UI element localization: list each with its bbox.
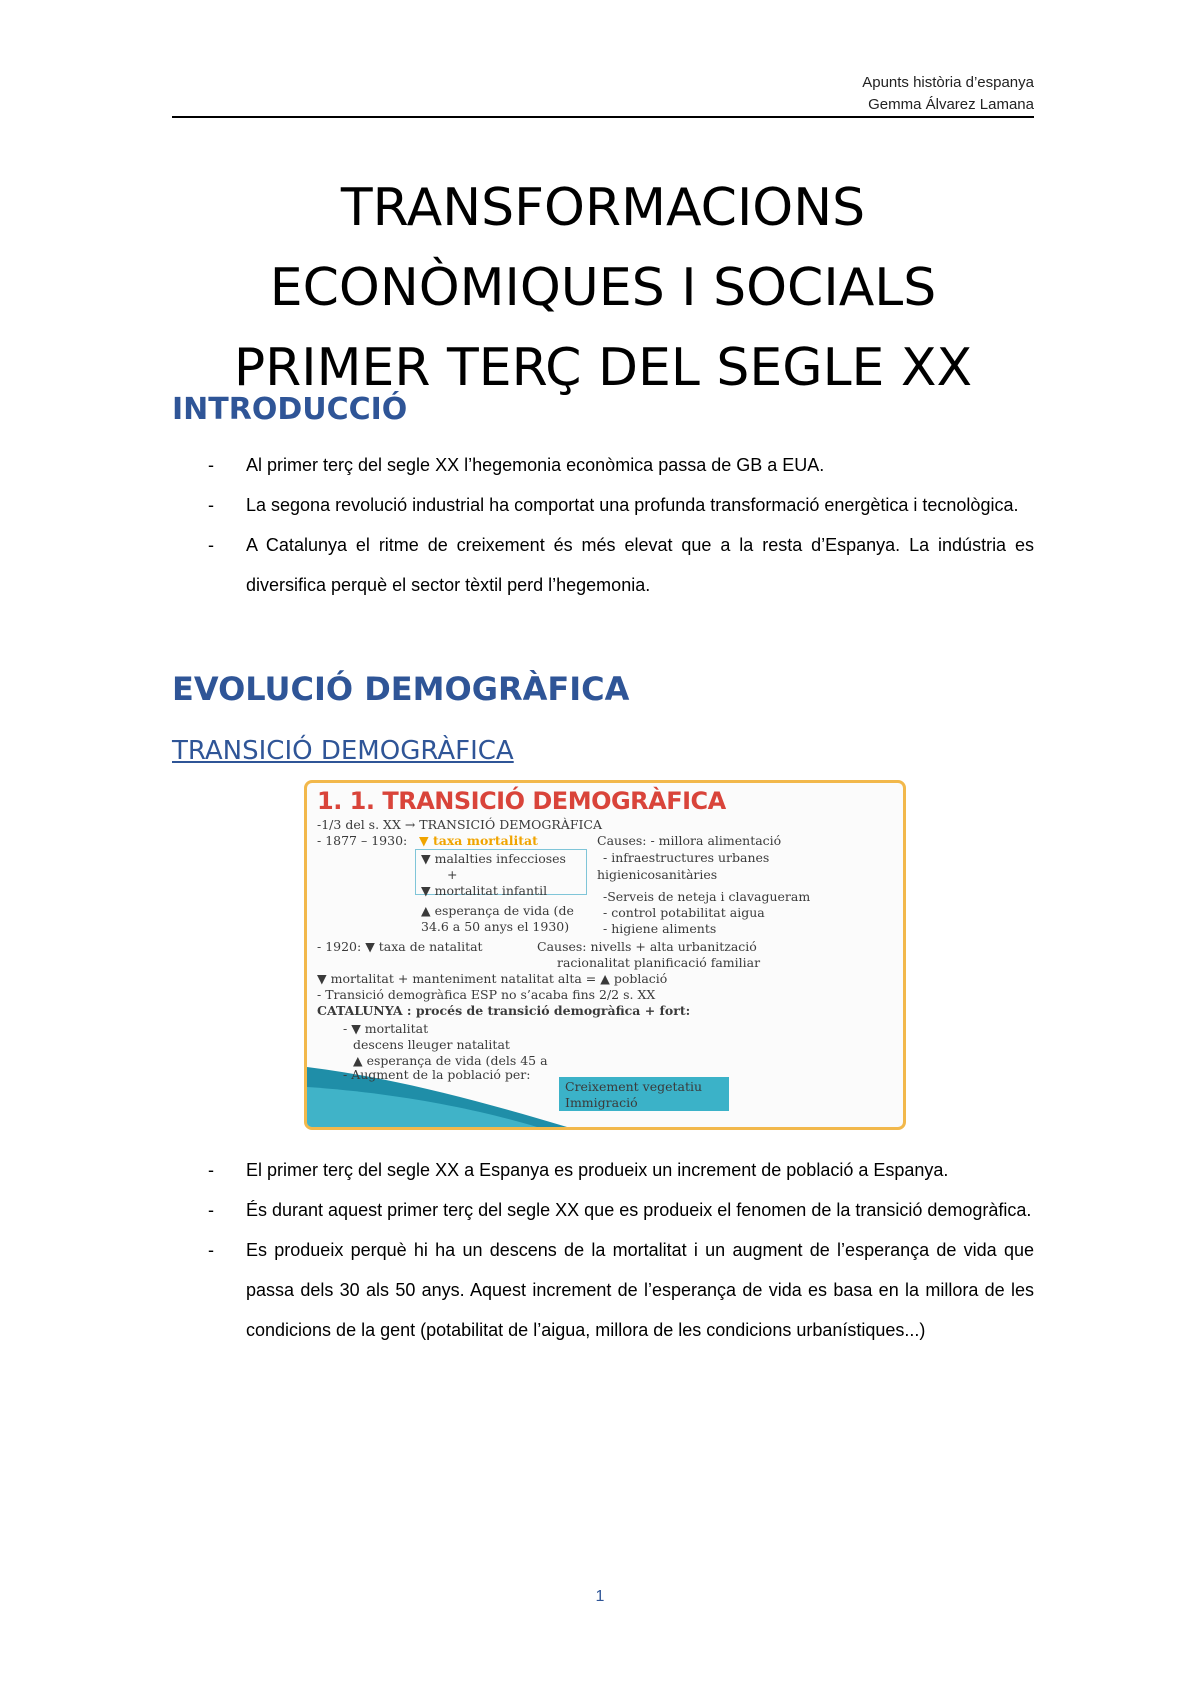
figure-line: -1/3 del s. XX → TRANSICIÓ DEMOGRÀFICA: [317, 817, 603, 832]
bullet-dash: -: [208, 535, 214, 555]
list-item-text: El primer terç del segle XX a Espanya es produeix un increment de població a Espanya.: [246, 1160, 949, 1180]
figure-line: - 1877 – 1930:: [317, 833, 408, 848]
figure-line: ▼ mortalitat infantil: [421, 883, 548, 898]
evolucio-heading: EVOLUCIÓ DEMOGRÀFICA: [172, 670, 630, 708]
intro-list: [172, 445, 1034, 605]
figure-line: Creixement vegetatiu: [565, 1079, 703, 1094]
figure-title: 1. 1. TRANSICIÓ DEMOGRÀFICA: [317, 787, 726, 815]
figure-line: ▲ esperança de vida (de: [421, 903, 574, 918]
figure-line: - higiene aliments: [603, 921, 717, 936]
page-number: 1: [595, 1588, 605, 1605]
figure-line: descens lleuger natalitat: [353, 1037, 510, 1052]
figure-line: ▼ mortalitat + manteniment natalitat alta = ▲ població: [317, 971, 668, 986]
figure-line: - infraestructures urbanes: [603, 850, 770, 865]
list-item-text: Al primer terç del segle XX l’hegemonia econòmica passa de GB a EUA.: [246, 455, 825, 475]
figure-line: ▲ esperança de vida (dels 45 a: [353, 1053, 548, 1068]
list-item-text: La segona revolució industrial ha comportat una profunda transformació energètica i tecnològica.: [246, 495, 1019, 515]
header-course: Apunts història d’espanya: [862, 74, 1034, 91]
figure-line: Causes: nivells + alta urbanització: [537, 939, 757, 954]
figure-line: -Serveis de neteja i clavagueram: [603, 889, 811, 904]
list-item-text: A Catalunya el ritme de creixement és més elevat que a la resta d’Espanya. La indústria es diversifica perquè el sector tèxtil perd l’hegemonia.: [246, 535, 1034, 595]
bullet-dash: -: [208, 1240, 214, 1260]
figure-line: racionalitat planificació familiar: [557, 955, 761, 970]
figure-line: - ▼ mortalitat: [343, 1021, 429, 1036]
figure-line: higienicosanitàries: [597, 867, 718, 882]
header-author: Gemma Álvarez Lamana: [868, 96, 1034, 113]
transicio-figure: [304, 780, 906, 1130]
title-line-3: PRIMER TERÇ DEL SEGLE XX: [233, 338, 973, 398]
figure-line: Causes: - millora alimentació: [597, 833, 782, 848]
figure-line: ▼ taxa mortalitat: [419, 833, 538, 848]
list-item: [172, 525, 1034, 605]
title-line-2: ECONÒMIQUES I SOCIALS: [269, 258, 937, 318]
bullet-dash: -: [208, 1160, 214, 1180]
figure-line: - 1920: ▼ taxa de natalitat: [317, 939, 483, 954]
intro-heading: INTRODUCCIÓ: [172, 392, 408, 427]
list-item: [172, 1190, 1034, 1230]
bullet-dash: -: [208, 495, 214, 515]
figure-line: - Transició demogràfica ESP no s’acaba fins 2/2 s. XX: [317, 987, 656, 1002]
bullet-dash: -: [208, 455, 214, 475]
figure-line: 34.6 a 50 anys el 1930): [421, 919, 570, 934]
list-item-text: Es produeix perquè hi ha un descens de la mortalitat i un augment de l’esperança de vida que passa dels 30 als 50 anys. Aquest increment de l’esperança de vida es basa en la millora de les condicions de la gent (potabilitat de l’aigua, millora de les condicions urbanístiques...): [246, 1240, 1034, 1340]
figure-line: CATALUNYA : procés de transició demogràfica + fort:: [317, 1003, 691, 1018]
figure-line: - control potabilitat aigua: [603, 905, 765, 920]
transicio-list: [172, 1150, 1034, 1350]
list-item-text: És durant aquest primer terç del segle XX que es produeix el fenomen de la transició demogràfica.: [246, 1200, 1032, 1220]
figure-line: Immigració: [565, 1095, 638, 1110]
page-header: [172, 72, 1034, 116]
header-divider: [172, 116, 1034, 118]
figure-line: +: [447, 867, 458, 882]
list-item: [172, 1150, 1034, 1190]
figure-line: ▼ malalties infeccioses: [421, 851, 566, 866]
list-item: [172, 1230, 1034, 1350]
title-line-1: TRANSFORMACIONS: [340, 178, 866, 238]
transicio-subheading: TRANSICIÓ DEMOGRÀFICA: [172, 736, 514, 766]
list-item: [172, 485, 1034, 525]
document-title: [172, 168, 1034, 408]
figure-line: - Augment de la població per:: [343, 1067, 531, 1082]
list-item: [172, 445, 1034, 485]
bullet-dash: -: [208, 1200, 214, 1220]
